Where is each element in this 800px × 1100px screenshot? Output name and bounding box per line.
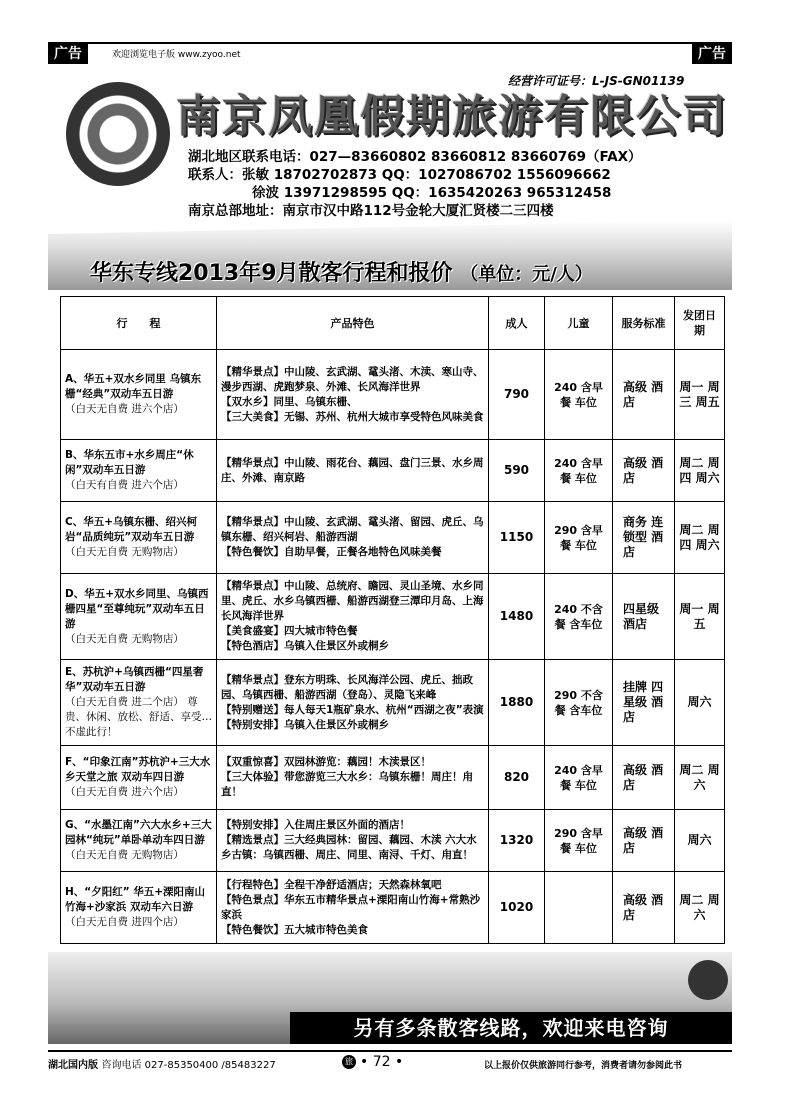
adult-price: 820 <box>489 746 545 810</box>
feature-line: 【美食盛宴】四大城市特色餐 <box>221 625 358 637</box>
adult-price: 1320 <box>489 810 545 872</box>
features-cell <box>217 746 489 810</box>
route-title: B、华东五市+水乡周庄“休闲”双动车五日游 <box>65 449 194 476</box>
feature-line: 【精华景点】中山陵、总统府、瞻园、灵山圣境、水乡同里、虎丘、水乡乌镇西栅、船游西湖登三潭印月岛、上海长风海洋世界 <box>221 580 484 622</box>
feature-line: 【精华景点】中山陵、雨花台、藕园、盘门三景、水乡周庄、外滩、南京路 <box>221 456 484 484</box>
adult-price: 1020 <box>489 872 545 944</box>
features-cell <box>217 660 489 746</box>
feature-line: 【三大美食】无锡、苏州、杭州大城市享受特色风味美食 <box>221 410 484 423</box>
child-price: 290 含早餐 车位 <box>545 810 613 872</box>
lotus-icon <box>688 960 728 1000</box>
header-route: 行 程 <box>61 297 217 350</box>
features-cell <box>217 872 489 944</box>
route-title: D、华五+双水乡同里、乌镇西栅四星“至尊纯玩”双动车五日游 <box>65 587 209 630</box>
features-cell <box>217 350 489 440</box>
service-standard: 高级 酒店 <box>613 872 675 944</box>
route-cell <box>61 440 217 502</box>
adult-price: 1150 <box>489 502 545 574</box>
website-url[interactable]: 欢迎浏览电子版 www.zyoo.net <box>112 50 241 60</box>
route-note: （白天无自费 无购物店） <box>65 546 184 558</box>
table-row <box>61 440 725 502</box>
feature-line: 【特别安排】乌镇入住景区外或桐乡 <box>221 718 389 731</box>
feature-line: 【双水乡】同里、乌镇东栅、 <box>221 395 358 408</box>
feature-line: 【精华景点】登东方明珠、长风海洋公园、虎丘、拙政园、乌镇西栅、船游西湖（登岛）、灵隐飞来峰 <box>221 673 473 701</box>
child-price <box>545 872 613 944</box>
departure-days: 周一 周五 <box>675 574 725 660</box>
page-title <box>90 256 593 287</box>
features-cell <box>217 810 489 872</box>
route-cell <box>61 502 217 574</box>
table-row <box>61 350 725 440</box>
child-price: 290 含早餐 车位 <box>545 502 613 574</box>
feature-line: 【特色酒店】乌镇入住景区外或桐乡 <box>221 640 389 652</box>
feature-line: 【精华景点】中山陵、玄武湖、鼋头渚、留园、虎丘、乌镇东栅、绍兴柯岩、船游西湖 <box>221 516 484 543</box>
departure-days: 周六 <box>675 660 725 746</box>
service-standard: 高级 酒店 <box>613 746 675 810</box>
route-title: G、“水墨江南”六大水乡+三大园林“纯玩”单卧单动车四日游 <box>65 819 212 846</box>
page-number-text: • 72 • <box>360 1054 404 1070</box>
service-standard: 高级 酒店 <box>613 810 675 872</box>
edition-label: 湖北国内版 <box>48 1060 98 1071</box>
departure-days: 周六 <box>675 810 725 872</box>
feature-line: 【特别赠送】每人每天1瓶矿泉水、杭州“西湖之夜”表演 <box>221 703 484 716</box>
route-note: （白天无自费 无购物店） <box>65 849 184 861</box>
adult-price: 1880 <box>489 660 545 746</box>
route-cell <box>61 574 217 660</box>
adult-price: 1480 <box>489 574 545 660</box>
child-price: 240 含早餐 车位 <box>545 746 613 810</box>
departure-days: 周二 周四 周六 <box>675 440 725 502</box>
route-note: （白天无自费 无购物店） <box>65 632 184 645</box>
feature-line: 【精华景点】中山陵、玄武湖、鼋头渚、木渎、寒山寺、漫步西湖、虎跑梦泉、外滩、长风海洋世界 <box>221 365 484 393</box>
header-departure: 发团日期 <box>675 297 725 350</box>
feature-line: 【精选景点】三大经典园林：留园、藕园、木渎 六大水乡古镇：乌镇西栅、周庄、同里、南浔、千灯、甪直！ <box>221 834 477 861</box>
departure-days: 周二 周四 周六 <box>675 502 725 574</box>
departure-days: 周一 周三 周五 <box>675 350 725 440</box>
route-title: F、“印象江南”苏杭沪+三大水乡天堂之旅 双动车四日游 <box>65 756 211 783</box>
service-standard: 高级 酒店 <box>613 350 675 440</box>
footer-banner: 另有多条散客线路，欢迎来电咨询 <box>290 1012 732 1044</box>
child-price: 240 不含餐 含车位 <box>545 574 613 660</box>
ad-tag-right: 广告 <box>692 44 732 64</box>
service-standard: 挂牌 四星级 酒店 <box>613 660 675 746</box>
page-number <box>342 1054 403 1070</box>
feature-line: 【双重惊喜】双园林游览：藕园！木渎景区！ <box>221 756 431 768</box>
banner-unit: （单位：元/人） <box>460 264 593 285</box>
features-cell <box>217 502 489 574</box>
feature-line: 【三大体验】带您游览三大水乡：乌镇东栅！周庄！甪直！ <box>221 771 473 798</box>
departure-days: 周二 周六 <box>675 872 725 944</box>
route-cell <box>61 872 217 944</box>
footer-divider <box>48 1050 732 1052</box>
route-cell <box>61 746 217 810</box>
contact-info <box>188 148 642 220</box>
header-features: 产品特色 <box>217 297 489 350</box>
company-logo-icon <box>66 82 170 186</box>
feature-line: 【行程特色】全程干净舒适酒店；天然森林氧吧 <box>221 878 442 891</box>
route-note: （白天无自费 进六个店） <box>65 786 184 798</box>
footer-disclaimer: 以上报价仅供旅游同行参考，消费者请勿参阅此书 <box>484 1061 683 1071</box>
route-title: E、苏杭沪+乌镇西栅“四星奢华”双动车五日游 <box>65 666 204 693</box>
header-service: 服务标准 <box>613 297 675 350</box>
service-standard: 四星级 酒店 <box>613 574 675 660</box>
route-title: C、华五+乌镇东栅、绍兴柯岩“品质纯玩”双动车五日游 <box>65 516 198 543</box>
route-note: （白天无自费 进二个店） 尊贵、休闲、放松、舒适、享受…不虚此行！ <box>65 696 212 738</box>
table-row <box>61 502 725 574</box>
features-cell <box>217 574 489 660</box>
top-bar <box>48 42 732 64</box>
contact-person-line-2: 徐波 13971298595 QQ：1635420263 965312458 <box>252 185 612 201</box>
company-name: 南京凤凰假期旅游有限公司 <box>176 91 728 142</box>
table-row <box>61 574 725 660</box>
child-price: 240 含早餐 车位 <box>545 440 613 502</box>
route-note: （白天无自费 进四个店） <box>65 916 184 928</box>
footer-left <box>48 1056 276 1071</box>
feature-line: 【特色景点】华东五市精华景点+溧阳南山竹海+常熟沙家浜 <box>221 893 481 921</box>
magazine-logo-icon: 旅 <box>342 1055 356 1069</box>
banner-title-text: 华东专线2013年9月散客行程和报价 <box>90 261 453 286</box>
table-row <box>61 660 725 746</box>
service-standard: 高级 酒店 <box>613 440 675 502</box>
table-header-row <box>61 297 725 350</box>
table-row <box>61 810 725 872</box>
header-child: 儿童 <box>545 297 613 350</box>
headquarters-address: 南京总部地址：南京市汉中路112号金轮大厦汇贤楼二三四楼 <box>188 203 554 219</box>
route-title: H、“夕阳红” 华五+溧阳南山竹海+沙家浜 双动车六日游 <box>65 886 206 913</box>
feature-line: 【特别安排】入住周庄景区外面的酒店！ <box>221 819 410 831</box>
adult-price: 590 <box>489 440 545 502</box>
route-cell <box>61 810 217 872</box>
header-adult: 成人 <box>489 297 545 350</box>
contact-person-line: 联系人：张敏 18702702873 QQ：1027086702 1556096662 <box>188 167 611 183</box>
route-title: A、华五+双水乡同里 乌镇东栅“经典”双动车五日游 <box>65 373 202 400</box>
features-cell <box>217 440 489 502</box>
ad-tag-left: 广告 <box>48 44 88 64</box>
adult-price: 790 <box>489 350 545 440</box>
route-cell <box>61 660 217 746</box>
child-price: 240 含早餐 车位 <box>545 350 613 440</box>
service-standard: 商务 连锁型 酒店 <box>613 502 675 574</box>
contact-phone-line: 湖北地区联系电话：027—83660802 83660812 83660769（FAX） <box>188 149 642 165</box>
consult-phone: 咨询电话 027-85350400 /85483227 <box>101 1060 276 1071</box>
table-row <box>61 746 725 810</box>
departure-days: 周二 周六 <box>675 746 725 810</box>
table-row <box>61 872 725 944</box>
tour-price-table <box>60 296 725 944</box>
route-note: （白天有自费 进六个店） <box>65 479 184 491</box>
child-price: 290 不含餐 含车位 <box>545 660 613 746</box>
table-body <box>61 350 725 944</box>
route-note: （白天无自费 进六个店） <box>65 403 184 415</box>
feature-line: 【特色餐饮】自助早餐，正餐各地特色风味美餐 <box>221 546 442 558</box>
license-number: 经营许可证号：L-JS-GN01139 <box>508 74 685 88</box>
feature-line: 【特色餐饮】五大城市特色美食 <box>221 923 368 936</box>
route-cell <box>61 350 217 440</box>
